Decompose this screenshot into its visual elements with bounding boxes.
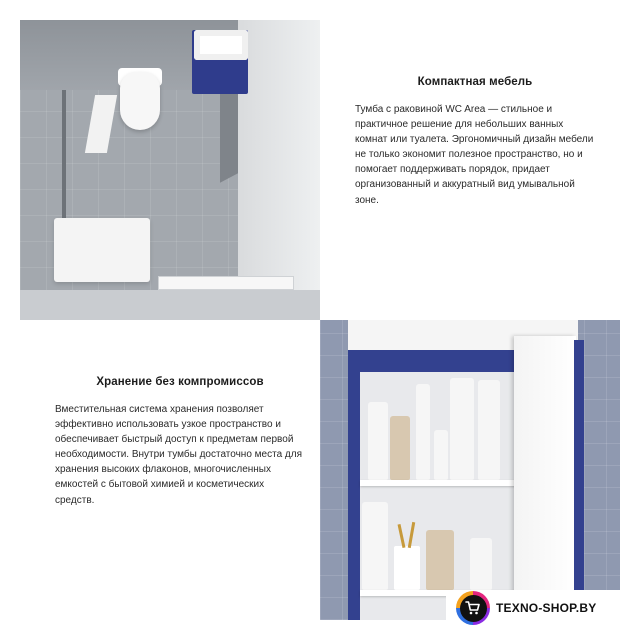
- toilet-bowl: [120, 72, 160, 130]
- washing-machine: [54, 218, 150, 282]
- upper-shelf: [360, 480, 538, 486]
- shower-tray: [158, 276, 294, 290]
- bottle: [362, 502, 388, 590]
- bottle: [434, 430, 448, 480]
- open-cabinet-photo: [320, 320, 620, 620]
- bottle: [416, 384, 430, 480]
- floor-foreground: [20, 290, 320, 320]
- compact-furniture-section: [355, 76, 595, 208]
- cabinet-side: [574, 340, 584, 602]
- washbasin: [194, 30, 248, 60]
- section-paragraph: Вместительная система хранения позволяет эффективно использовать узкое пространство и обеспечивает быстрый доступ к предметам первой необходимости. Внутри тумбы достаточно места для хранения высоких флаконов, многочисленных емкостей с бытовой химией и косметических средств.: [55, 404, 303, 506]
- cart-icon: [465, 600, 481, 616]
- section-heading: Компактная мебель: [417, 76, 533, 88]
- cup: [394, 546, 420, 590]
- bottle: [450, 378, 474, 480]
- storage-section: [55, 376, 305, 508]
- bottle: [426, 530, 454, 590]
- bottle: [368, 402, 388, 480]
- section-paragraph: Тумба с раковиной WC Area — стильное и практичное решение для небольших ванных комнат или туалета. Эргономичный дизайн мебели не только экономит полезное пространство, но и помогает поддерживать порядок, придает организованный и аккуратный вид умывальной зоне.: [355, 104, 594, 206]
- partition-wall: [238, 20, 320, 320]
- store-name: TEXNO-SHOP.BY: [496, 601, 597, 615]
- logo-ring: [456, 591, 490, 625]
- store-watermark: [446, 590, 640, 626]
- bottle: [390, 416, 410, 480]
- towel-rail: [62, 90, 66, 220]
- bottle: [478, 380, 500, 480]
- bottle: [470, 538, 492, 590]
- bathroom-top-view-photo: [20, 20, 320, 320]
- logo-badge: [460, 595, 487, 622]
- section-heading: Хранение без компромиссов: [96, 376, 264, 388]
- cabinet-door: [514, 336, 576, 606]
